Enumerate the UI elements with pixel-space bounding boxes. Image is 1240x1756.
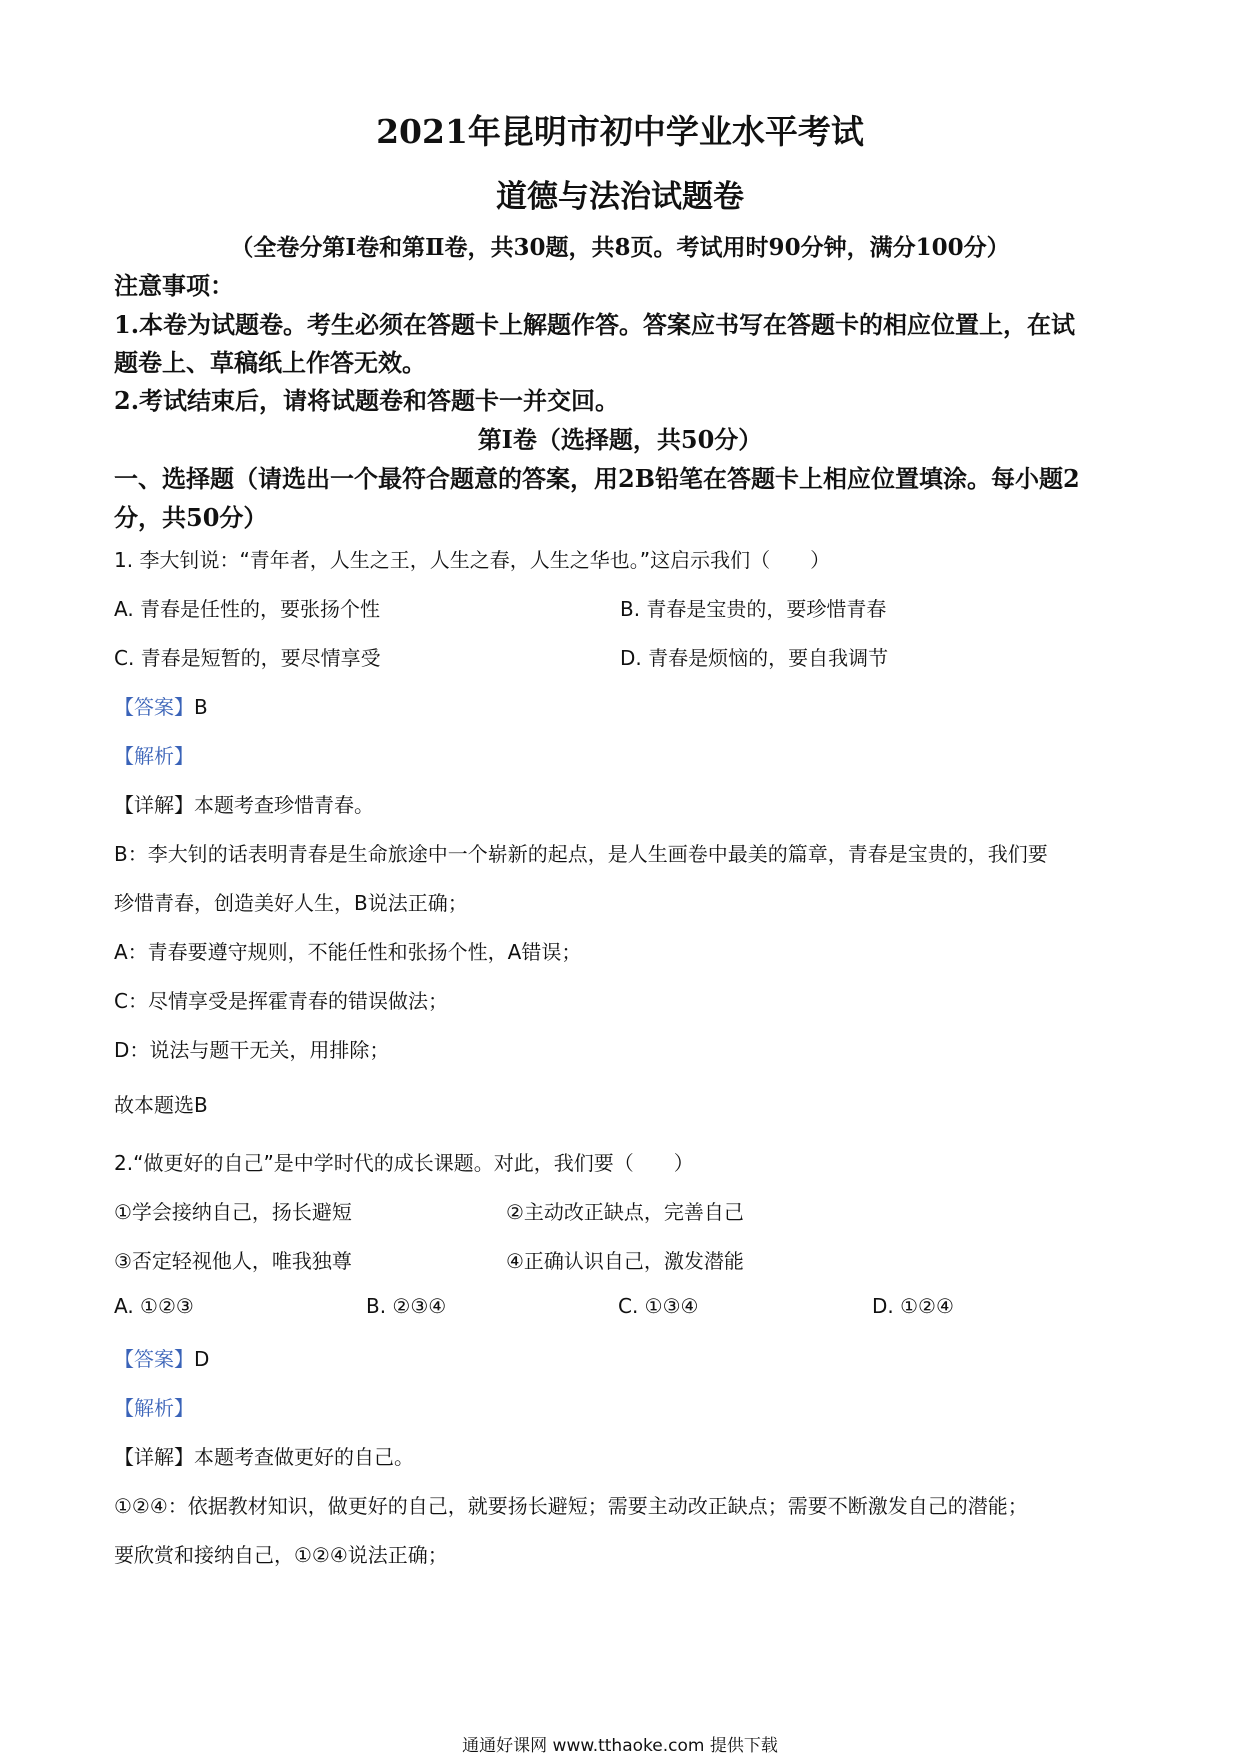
q2-item-3: ③否定轻视他人，唯我独尊	[114, 1249, 352, 1273]
q2-answer-tag: 【答案】	[114, 1347, 194, 1371]
q1-option-a: A. 青春是任性的，要张扬个性	[114, 597, 381, 621]
q1-explanation-4: D：说法与题干无关，用排除；	[114, 1038, 390, 1062]
q2-analysis-tag: 【解析】	[114, 1396, 194, 1420]
q1-explanation-1-line-2: 珍惜青春，创造美好人生，B说法正确；	[114, 891, 468, 915]
section-title: 第Ⅰ卷（选择题，共50分）	[477, 425, 763, 454]
q2-option-c: C. ①③④	[618, 1294, 699, 1318]
q2-item-2: ②主动改正缺点，完善自己	[506, 1200, 744, 1224]
q2-item-1: ①学会接纳自己，扬长避短	[114, 1200, 352, 1224]
exam-subtitle: 道德与法治试题卷	[496, 179, 744, 215]
q2-item-4: ④正确认识自己，激发潜能	[506, 1249, 744, 1273]
section-instruction-line-1: 一、选择题（请选出一个最符合题意的答案，用2B铅笔在答题卡上相应位置填涂。每小题2	[114, 464, 1080, 493]
q2-stem: 2.“做更好的自己”是中学时代的成长课题。对此，我们要（ ）	[114, 1151, 694, 1175]
q2-answer-value: D	[194, 1347, 210, 1371]
q1-answer-value: B	[194, 695, 208, 719]
q1-answer-line	[114, 691, 208, 720]
q1-explanation-3: C：尽情享受是挥霍青春的错误做法；	[114, 989, 448, 1013]
q1-conclusion: 故本题选B	[114, 1093, 208, 1117]
page-footer: 通通好课网 www.tthaoke.com 提供下载	[462, 1736, 778, 1756]
q1-detail: 【详解】本题考查珍惜青春。	[114, 793, 374, 817]
notice-item-1-line-1: 1.本卷为试题卷。考生必须在答题卡上解题作答。答案应书写在答题卡的相应位置上，在试	[114, 310, 1076, 339]
q2-explanation-1-line-2: 要欣赏和接纳自己，①②④说法正确；	[114, 1543, 448, 1567]
q1-analysis-tag: 【解析】	[114, 744, 194, 768]
q1-answer-tag: 【答案】	[114, 695, 194, 719]
q1-option-d: D. 青春是烦恼的，要自我调节	[620, 646, 889, 670]
q1-option-c: C. 青春是短暂的，要尽情享受	[114, 646, 381, 670]
q2-answer-line	[114, 1343, 209, 1372]
notice-item-1-line-2: 题卷上、草稿纸上作答无效。	[114, 348, 426, 377]
notice-item-2: 2.考试结束后，请将试题卷和答题卡一并交回。	[114, 386, 620, 415]
q1-option-b: B. 青春是宝贵的，要珍惜青春	[620, 597, 887, 621]
exam-scope: （全卷分第Ⅰ卷和第Ⅱ卷，共30题，共8页。考试用时90分钟，满分100分）	[230, 234, 1010, 261]
q2-explanation-1-line-1: ①②④：依据教材知识，做更好的自己，就要扬长避短；需要主动改正缺点；需要不断激发自己的潜能；	[114, 1494, 1028, 1518]
q1-explanation-2: A：青春要遵守规则，不能任性和张扬个性，A错误；	[114, 940, 582, 964]
section-instruction-line-2: 分，共50分）	[114, 503, 268, 532]
q2-detail: 【详解】本题考查做更好的自己。	[114, 1445, 414, 1469]
notice-heading: 注意事项：	[114, 271, 234, 300]
exam-title: 2021年昆明市初中学业水平考试	[376, 112, 864, 151]
q1-explanation-1-line-1: B：李大钊的话表明青春是生命旅途中一个崭新的起点，是人生画卷中最美的篇章，青春是宝贵的，我们要	[114, 842, 1048, 866]
q2-option-a: A. ①②③	[114, 1294, 194, 1318]
q2-option-b: B. ②③④	[366, 1294, 447, 1318]
q2-option-d: D. ①②④	[872, 1294, 954, 1318]
q1-stem: 1. 李大钊说：“青年者，人生之王，人生之春，人生之华也。”这启示我们（ ）	[114, 548, 831, 572]
